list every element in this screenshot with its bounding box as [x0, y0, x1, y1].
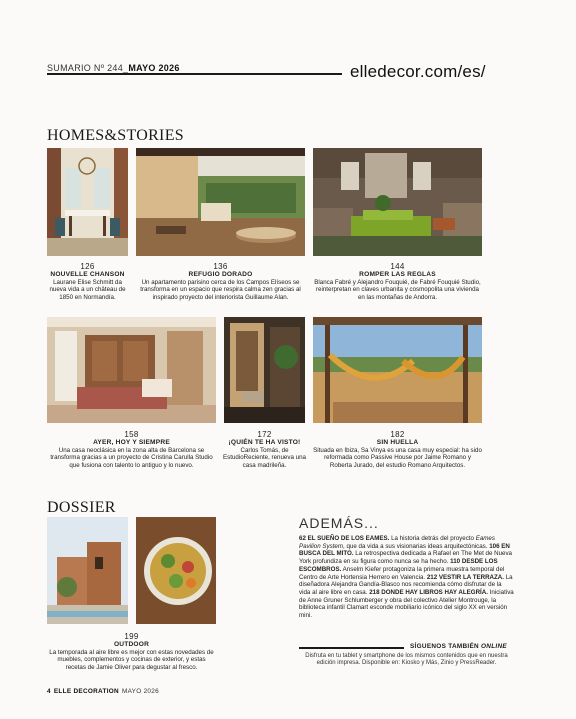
photo-outdoor-house	[47, 517, 128, 624]
dossier-caption	[47, 632, 216, 671]
photo-refugio-dorado	[136, 148, 305, 256]
story-page: 158	[124, 430, 139, 439]
story-caption-4	[47, 430, 216, 469]
issue-prefix: SUMARIO Nº 244_	[47, 63, 129, 73]
follow-title	[410, 643, 507, 650]
ademas-item-text: Anselm Kiefer protagoniza la primera muestra temporal del Centro de Arte Hortensia Herrero en Valencia.	[299, 565, 505, 581]
dossier-page: 199	[124, 632, 139, 641]
story-text: Un apartamento parisino cerca de los Campos Elíseos se transforma en un espacio que respira calma zen gracias al inspirado proyecto del interiorista Guillaume Alan.	[140, 278, 301, 301]
story-title[interactable]: NOUVELLE CHANSON	[50, 271, 125, 278]
footer-brand: ELLE DECORATION	[53, 688, 119, 695]
ademas-item-num: 62	[299, 535, 306, 542]
story-text: Laurane Elise Schmitt da nueva vida a un château de 1850 en Normandía.	[49, 278, 126, 301]
follow-text: Disfruta en tu tablet y smartphone de los mismos contenidos que en nuestra edición impresa. Disponible en: Kiosko y Más, Zinio y PressReader.	[305, 653, 508, 667]
page-footer	[47, 688, 159, 695]
story-page: 172	[257, 430, 272, 439]
story-text: Blanca Fabré y Alejandro Fouquié, de Fabré Fouquié Studio, reinterpretan en claves urbanita y cosmopolita una vivienda en las montañas de Andorra.	[314, 278, 481, 301]
issue-date: MAYO 2026	[128, 63, 180, 73]
section-title-dossier: DOSSIER	[47, 499, 116, 516]
footer-date: MAYO 2026	[121, 688, 159, 695]
photo-sin-huella	[313, 317, 482, 423]
site-url[interactable]: elledecor.com/es/	[350, 62, 486, 81]
ademas-item-head: DESDE LOS ESCOMBROS.	[299, 558, 498, 573]
story-page: 182	[390, 430, 405, 439]
follow-title-online: ONLINE	[481, 643, 507, 650]
dossier-title[interactable]: OUTDOOR	[113, 641, 150, 648]
header-rule	[47, 73, 342, 75]
ademas-item-text: Iniciativa de Anne Gruner Schlumberger y obra del colectivo Atelier Montrouge, la biblioteca infantil Clamart esconde mobiliario icónico del siglo XX en versión mini.	[299, 588, 514, 620]
story-caption-3	[313, 262, 482, 301]
ademas-item-head: VESTIR LA TERRAZA.	[438, 573, 504, 581]
story-title[interactable]: REFUGIO DORADO	[188, 271, 253, 278]
ademas-item-ital: Eames Pavilion System	[299, 535, 495, 550]
ademas-item-text: La retrospectiva dedicada a Rafael en The Met de Nueva York profundiza en su figura como nunca se ha hecho.	[299, 550, 512, 566]
ademas-title: ADEMÁS...	[299, 515, 379, 531]
ademas-item-num: 110	[450, 558, 461, 566]
ademas-item-num: 106	[489, 542, 500, 550]
story-page: 126	[80, 262, 95, 271]
ademas-item-text: La historia detrás del proyecto	[389, 535, 476, 542]
follow-title-prefix: SÍGUENOS TAMBIÉN	[410, 643, 482, 650]
story-text: Una casa neoclásica en la zona alta de Barcelona se transforma gracias a un proyecto de Cristina Carulla Studio que fusiona con talento lo antiguo y lo nuevo.	[50, 446, 213, 469]
story-caption-6	[313, 430, 482, 469]
ademas-item-head: DONDE HAY LIBROS HAY ALEGRÍA.	[381, 588, 488, 596]
ademas-list	[299, 535, 514, 620]
story-title[interactable]: ¡QUIÉN TE HA VISTO!	[228, 439, 301, 446]
ademas-item-head: EL SUEÑO DE LOS EAMES.	[307, 535, 390, 542]
ademas-item-tail: , que da vida a sus visionarias ideas arquitectónicas.	[343, 542, 488, 550]
photo-quien-te-ha-visto	[224, 317, 305, 423]
section-title-homes: HOMES&STORIES	[47, 127, 184, 144]
photo-nouvelle-chanson	[47, 148, 128, 256]
footer-page-number: 4	[47, 688, 51, 695]
story-title[interactable]: SIN HUELLA	[376, 439, 419, 446]
photo-ayer-hoy-siempre	[47, 317, 216, 423]
ademas-item-num: 218	[369, 588, 380, 596]
ademas-item[interactable]	[299, 535, 495, 550]
issue-line	[47, 63, 180, 73]
story-text: Carlos Tomás, de EstudioReciente, renueva una casa madrileña.	[223, 446, 306, 469]
story-text: Situada en Ibiza, Sa Vinya es una casa muy especial: ha sido reformada como Passive House por Jaime Romano y Roberta Jurado, del estudio Romano Arquitectos.	[313, 446, 482, 469]
photo-romper-reglas	[313, 148, 482, 256]
photo-outdoor-recipe	[136, 517, 216, 624]
ademas-item-num: 212	[426, 573, 438, 581]
dossier-text: La temporada al aire libre es mejor con estas novedades de muebles, complementos y cocinas de exterior, y estas recetas de Jamie Oliver para degustar al fresco.	[49, 648, 214, 671]
story-page: 136	[213, 262, 228, 271]
story-page: 144	[390, 262, 405, 271]
ademas-item-head: EN BUSCA DEL MITO.	[299, 542, 510, 558]
story-caption-2	[136, 262, 305, 301]
story-caption-1	[47, 262, 128, 301]
story-caption-5	[221, 430, 308, 469]
ademas-item-text: La diseñadora Alejandra Gandía-Blasco nos recomienda cómo disfrutar de la vida al aire libre en casa.	[299, 573, 513, 596]
story-title[interactable]: ROMPER LAS REGLAS	[359, 271, 436, 278]
story-title[interactable]: AYER, HOY Y SIEMPRE	[93, 439, 170, 446]
follow-rule	[299, 647, 404, 649]
